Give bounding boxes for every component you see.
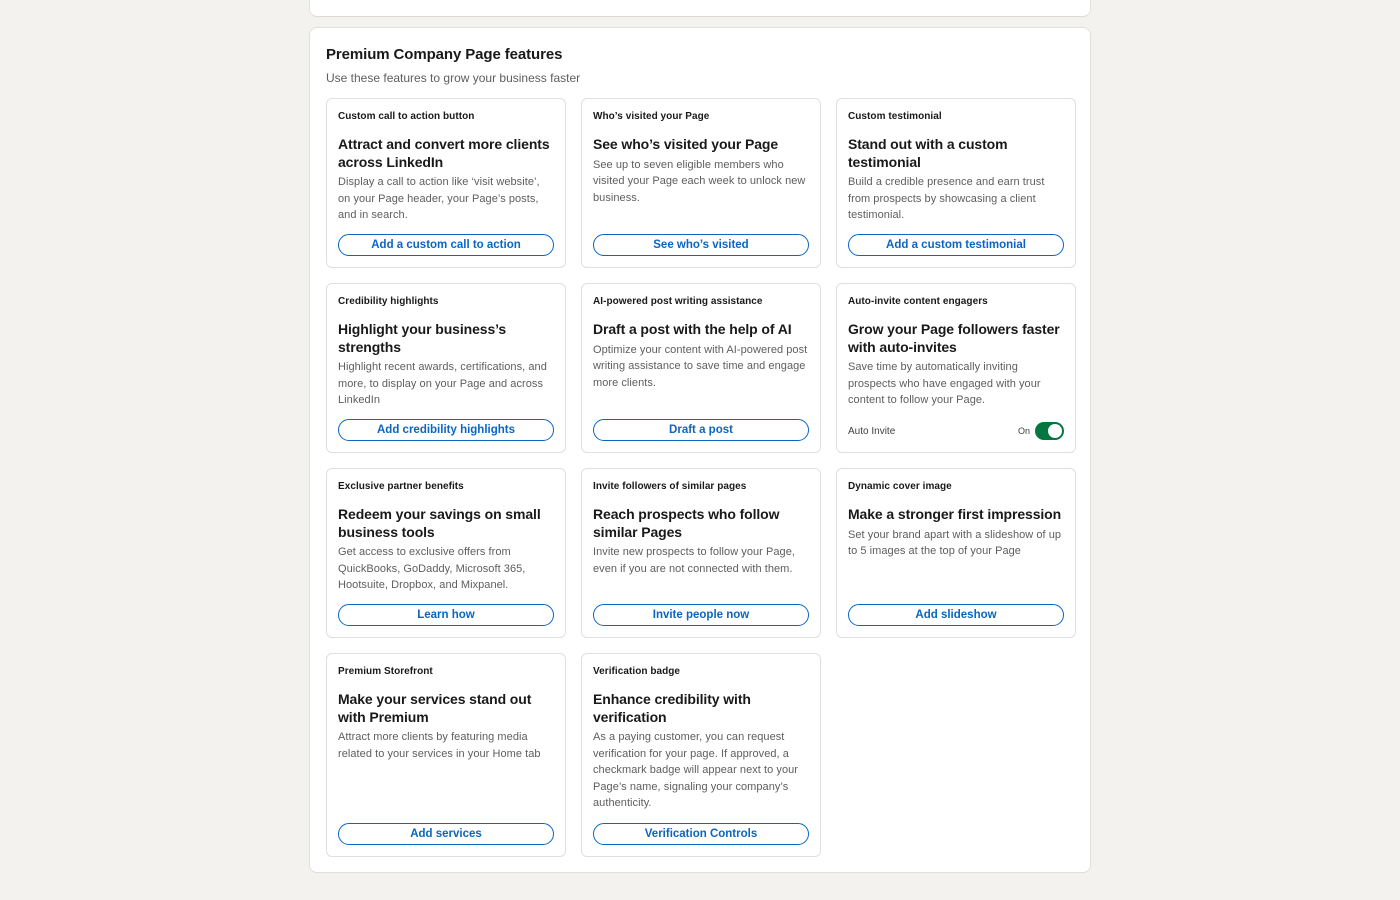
auto-invite-toggle-row (848, 420, 1064, 442)
card-tag: Custom testimonial (848, 111, 942, 122)
card-title: Make your services stand out with Premium (338, 691, 532, 725)
card-title: Draft a post with the help of AI (593, 321, 792, 337)
panel-title: Premium Company Page features (326, 46, 563, 63)
card-tag: Custom call to action button (338, 111, 475, 122)
feature-card-credibility-highlights (326, 283, 566, 453)
card-description: Attract more clients by featuring media related to your services in your Home tab (338, 731, 541, 760)
previous-section-edge (309, 0, 1091, 17)
card-description: Invite new prospects to follow your Page, even if you are not connected with them. (593, 546, 795, 575)
card-title: Attract and convert more clients across LinkedIn (338, 136, 550, 170)
toggle-state-label: On (1017, 426, 1030, 436)
feature-card-verification-badge (581, 653, 821, 857)
feature-card-custom-testimonial (836, 98, 1076, 268)
feature-card-dynamic-cover (836, 468, 1076, 638)
card-description: Highlight recent awards, certifications, and more, to display on your Page and across LinkedIn (338, 361, 547, 407)
card-description: Optimize your content with AI-powered post writing assistance to save time and engage more clients. (593, 343, 808, 389)
feature-card-page-visitors (581, 98, 821, 268)
card-title: Enhance credibility with verification (593, 691, 751, 725)
card-description: Build a credible presence and earn trust from prospects by showcasing a client testimonial. (848, 176, 1045, 222)
auto-invite-toggle[interactable] (1035, 422, 1064, 440)
card-title: Make a stronger first impression (848, 506, 1062, 522)
panel-subtitle: Use these features to grow your business faster (326, 71, 581, 85)
card-title: Stand out with a custom testimonial (848, 136, 1008, 170)
card-tag: Premium Storefront (338, 666, 433, 677)
add-testimonial-button[interactable]: Add a custom testimonial (848, 234, 1064, 256)
feature-card-partner-benefits (326, 468, 566, 638)
feature-card-ai-post-writing (581, 283, 821, 453)
card-description: Set your brand apart with a slideshow of up to 5 images at the top of your Page (848, 528, 1062, 558)
feature-card-premium-storefront (326, 653, 566, 857)
card-tag: Dynamic cover image (848, 481, 952, 492)
card-description: Save time by automatically inviting prospects who have engaged with your content to follow your Page. (848, 361, 1041, 407)
card-tag: AI-powered post writing assistance (593, 296, 763, 307)
card-tag: Invite followers of similar pages (593, 481, 747, 492)
learn-how-button[interactable]: Learn how (338, 604, 554, 626)
feature-card-custom-cta (326, 98, 566, 268)
toggle-knob (1048, 424, 1062, 438)
see-visitors-button[interactable]: See who’s visited (593, 234, 809, 256)
premium-features-panel (309, 27, 1091, 873)
verification-controls-button[interactable]: Verification Controls (593, 823, 809, 845)
feature-card-invite-followers (581, 468, 821, 638)
draft-post-button[interactable]: Draft a post (593, 419, 809, 441)
card-description: See up to seven eligible members who visited your Page each week to unlock new business. (593, 158, 806, 204)
add-slideshow-button[interactable]: Add slideshow (848, 604, 1064, 626)
card-tag: Who’s visited your Page (593, 111, 710, 122)
card-title: See who’s visited your Page (593, 136, 779, 152)
card-title: Reach prospects who follow similar Pages (593, 506, 780, 540)
card-tag: Verification badge (593, 666, 681, 677)
invite-people-button[interactable]: Invite people now (593, 604, 809, 626)
card-description: Display a call to action like ‘visit website’, on your Page header, your Page’s posts, and in search. (338, 176, 540, 222)
card-description: Get access to exclusive offers from QuickBooks, GoDaddy, Microsoft 365, Hootsuite, Dropbox, and Mixpanel. (338, 546, 526, 592)
card-tag: Auto-invite content engagers (848, 296, 988, 307)
feature-card-grid (326, 98, 1076, 857)
auto-invite-toggle-group (1018, 422, 1064, 440)
feature-card-auto-invite (836, 283, 1076, 453)
card-description: As a paying customer, you can request verification for your page. If approved, a checkmark badge will appear next to your Page’s name, signaling your company’s authenticity. (593, 731, 798, 810)
auto-invite-label: Auto Invite (848, 425, 896, 437)
card-title: Grow your Page followers faster with auto-invites (848, 321, 1060, 355)
card-title: Highlight your business’s strengths (338, 321, 507, 355)
card-tag: Exclusive partner benefits (338, 481, 464, 492)
card-title: Redeem your savings on small business tools (338, 506, 541, 540)
add-services-button[interactable]: Add services (338, 823, 554, 845)
card-tag: Credibility highlights (338, 296, 439, 307)
add-custom-cta-button[interactable]: Add a custom call to action (338, 234, 554, 256)
add-credibility-highlights-button[interactable]: Add credibility highlights (338, 419, 554, 441)
